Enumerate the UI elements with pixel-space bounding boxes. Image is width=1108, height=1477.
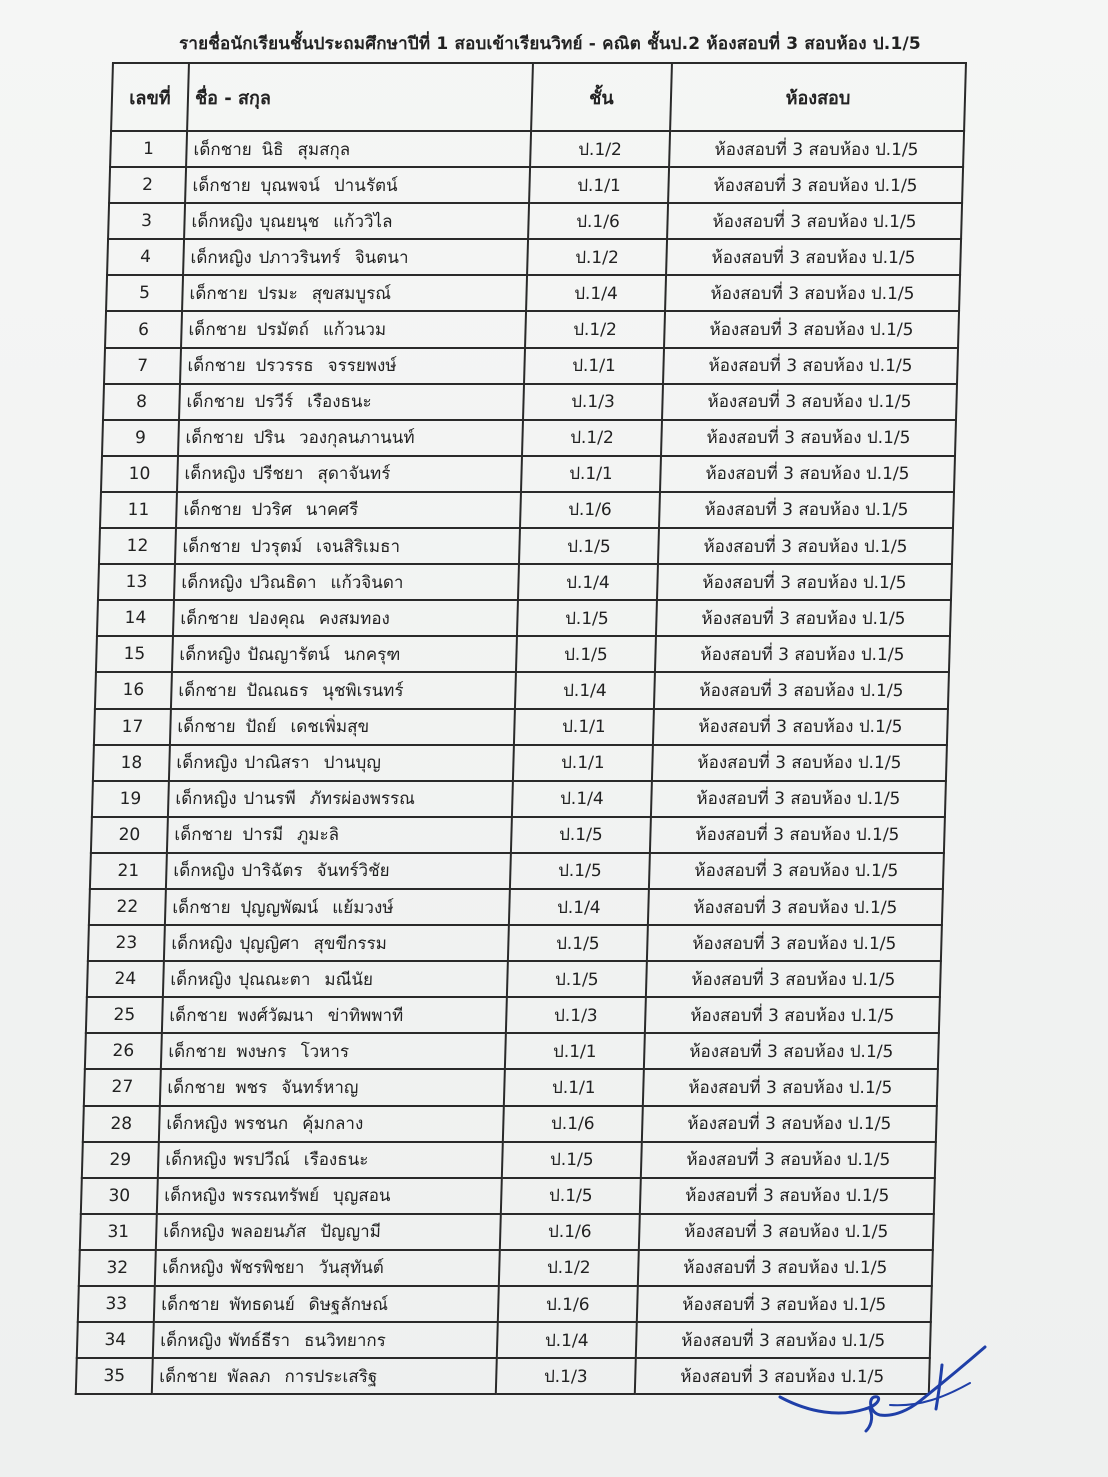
name-prefix: เด็กชาย <box>188 320 247 341</box>
first-name: ปัณญารัตน์ <box>247 644 331 665</box>
exam-room: ห้องสอบที่ 3 สอบห้อง ป.1/5 <box>639 1214 934 1250</box>
exam-room: ห้องสอบที่ 3 สอบห้อง ป.1/5 <box>660 456 955 492</box>
name-prefix: เด็กชาย <box>192 175 252 196</box>
table-row <box>110 131 964 167</box>
row-number: 29 <box>82 1142 159 1178</box>
student-name <box>154 1286 499 1322</box>
exam-room: ห้องสอบที่ 3 สอบห้อง ป.1/5 <box>645 997 940 1033</box>
handwritten-signature <box>770 1335 1000 1445</box>
last-name: สุขสมบูรณ์ <box>311 283 392 304</box>
student-name <box>174 564 519 600</box>
student-class: ป.1/6 <box>500 1214 640 1250</box>
student-class: ป.1/5 <box>511 817 651 853</box>
last-name: เรืองธนะ <box>303 1150 369 1171</box>
exam-room: ห้องสอบที่ 3 สอบห้อง ป.1/5 <box>646 961 941 997</box>
row-number: 28 <box>83 1106 160 1142</box>
table-row <box>103 384 957 420</box>
first-name: พลอยนภัส <box>231 1222 307 1243</box>
last-name: แก้วจินดา <box>330 572 404 593</box>
page-title: รายชื่อนักเรียนชั้นประถมศึกษาปีที่ 1 สอบเข้าเรียนวิทย์ - คณิต ชั้นป.2 ห้องสอบที่ 3 สอบห้อง ป.1/5 <box>179 34 921 54</box>
student-name <box>156 1214 501 1250</box>
row-number: 20 <box>91 817 168 853</box>
header-name: ชื่อ - สกุล <box>187 63 533 131</box>
name-prefix: เด็กหญิง <box>190 247 252 268</box>
student-class: ป.1/3 <box>506 997 646 1033</box>
row-number: 10 <box>101 456 178 492</box>
student-class: ป.1/1 <box>513 745 653 781</box>
name-prefix: เด็กชาย <box>193 139 253 160</box>
name-prefix: เด็กชาย <box>187 356 246 377</box>
last-name: ภูมะลิ <box>296 825 340 846</box>
row-number: 6 <box>105 311 182 347</box>
student-class: ป.1/6 <box>503 1106 643 1142</box>
name-prefix: เด็กหญิง <box>166 1114 228 1135</box>
last-name: ข่าทิพพาที <box>327 1005 404 1026</box>
last-name: ปานรัตน์ <box>333 175 398 196</box>
first-name: พชร <box>235 1077 268 1098</box>
first-name: ปรวรรธ <box>255 356 314 377</box>
name-prefix: เด็กชาย <box>174 825 233 846</box>
first-name: ปองคุณ <box>248 608 306 629</box>
table-row <box>83 1106 937 1142</box>
first-name: บุณพจน์ <box>260 175 321 196</box>
student-class: ป.1/2 <box>525 311 665 347</box>
student-name <box>186 131 531 167</box>
row-number: 31 <box>80 1214 157 1250</box>
student-class: ป.1/2 <box>522 420 662 456</box>
student-name <box>161 1033 506 1069</box>
name-prefix: เด็กชาย <box>169 1005 228 1026</box>
table-row <box>89 889 943 925</box>
student-class: ป.1/5 <box>507 961 647 997</box>
name-prefix: เด็กชาย <box>186 392 245 413</box>
student-class: ป.1/1 <box>529 167 669 203</box>
name-prefix: เด็กหญิง <box>165 1150 227 1171</box>
row-number: 25 <box>86 997 163 1033</box>
name-prefix: เด็กหญิง <box>181 572 243 593</box>
exam-room: ห้องสอบที่ 3 สอบห้อง ป.1/5 <box>661 420 956 456</box>
last-name: นาคศรี <box>305 500 359 521</box>
first-name: พัทธดนย์ <box>229 1294 295 1315</box>
row-number: 30 <box>81 1178 158 1214</box>
first-name: ปริน <box>253 428 286 449</box>
student-name <box>185 167 530 203</box>
exam-room: ห้องสอบที่ 3 สอบห้อง ป.1/5 <box>644 1033 939 1069</box>
row-number: 4 <box>107 239 184 275</box>
first-name: ปุญญิศา <box>239 933 300 954</box>
last-name: สุมสกุล <box>297 139 351 160</box>
table-row <box>98 564 952 600</box>
exam-room: ห้องสอบที่ 3 สอบห้อง ป.1/5 <box>638 1250 933 1286</box>
student-class: ป.1/4 <box>515 672 655 708</box>
student-class: ป.1/5 <box>516 636 656 672</box>
student-name <box>162 997 507 1033</box>
student-name <box>166 853 511 889</box>
first-name: พัทธ์ธีรา <box>228 1330 291 1351</box>
exam-room: ห้องสอบที่ 3 สอบห้อง ป.1/5 <box>647 925 942 961</box>
table-row <box>102 420 956 456</box>
student-name <box>169 745 514 781</box>
first-name: บุณยนุช <box>259 211 320 232</box>
last-name: แก้วนวม <box>322 320 387 341</box>
name-prefix: เด็กหญิง <box>160 1330 222 1351</box>
first-name: ปุญญพัฒน์ <box>240 897 319 918</box>
table-row <box>105 311 959 347</box>
last-name: แก้ววิไล <box>332 211 393 232</box>
last-name: คุ้มกลาง <box>301 1114 364 1135</box>
row-number: 35 <box>76 1358 153 1394</box>
exam-room: ห้องสอบที่ 3 สอบห้อง ป.1/5 <box>652 745 947 781</box>
last-name: สุขขีกรรม <box>313 933 388 954</box>
student-class: ป.1/4 <box>526 275 666 311</box>
student-name <box>178 420 523 456</box>
name-prefix: เด็กหญิง <box>184 464 246 485</box>
first-name: พัลลภ <box>226 1366 271 1387</box>
table-row <box>85 1033 939 1069</box>
last-name: การประเสริฐ <box>284 1366 378 1387</box>
student-name <box>184 203 529 239</box>
table-row <box>91 817 945 853</box>
student-name <box>165 889 510 925</box>
first-name: นิธิ <box>261 139 284 160</box>
name-prefix: เด็กหญิง <box>162 1258 224 1279</box>
first-name: ปุณณะตา <box>238 969 311 990</box>
last-name: ภัทรผ่องพรรณ <box>309 789 416 810</box>
student-name <box>158 1142 503 1178</box>
name-prefix: เด็กชาย <box>168 1041 227 1062</box>
table-row <box>108 203 962 239</box>
last-name: เจนสิริเมธา <box>315 536 401 557</box>
first-name: ปรวีร์ <box>254 392 294 413</box>
row-number: 21 <box>90 853 167 889</box>
table-row <box>99 528 953 564</box>
student-class: ป.1/2 <box>527 239 667 275</box>
row-number: 2 <box>109 167 186 203</box>
exam-room: ห้องสอบที่ 3 สอบห้อง ป.1/5 <box>658 528 953 564</box>
header-room: ห้องสอบ <box>670 63 966 131</box>
student-class: ป.1/6 <box>498 1286 638 1322</box>
table-row <box>87 961 941 997</box>
name-prefix: เด็กชาย <box>182 536 241 557</box>
last-name: นุชพิเรนทร์ <box>321 680 404 701</box>
name-prefix: เด็กหญิง <box>173 861 235 882</box>
student-name <box>157 1178 502 1214</box>
last-name: ธนวิทยากร <box>303 1330 387 1351</box>
exam-room: ห้องสอบที่ 3 สอบห้อง ป.1/5 <box>640 1178 935 1214</box>
row-number: 22 <box>89 889 166 925</box>
roster-body <box>76 131 964 1394</box>
name-prefix: เด็กชาย <box>177 717 236 738</box>
exam-room: ห้องสอบที่ 3 สอบห้อง ป.1/5 <box>666 239 961 275</box>
exam-room: ห้องสอบที่ 3 สอบห้อง ป.1/5 <box>667 203 962 239</box>
student-name <box>167 817 512 853</box>
first-name: พรชนก <box>234 1114 289 1135</box>
first-name: ปานรพี <box>243 789 296 810</box>
student-class: ป.1/5 <box>510 853 650 889</box>
student-class: ป.1/4 <box>497 1322 637 1358</box>
student-name <box>175 528 520 564</box>
first-name: ปภาวรินทร์ <box>258 247 341 268</box>
name-prefix: เด็กชาย <box>189 283 249 304</box>
last-name: จันทร์วิชัย <box>316 861 390 882</box>
name-prefix: เด็กหญิง <box>163 1222 225 1243</box>
first-name: ปรีชยา <box>252 464 304 485</box>
student-name <box>180 348 525 384</box>
row-number: 12 <box>99 528 176 564</box>
student-class: ป.1/1 <box>524 348 664 384</box>
exam-room: ห้องสอบที่ 3 สอบห้อง ป.1/5 <box>655 636 950 672</box>
row-number: 1 <box>110 131 187 167</box>
exam-room: ห้องสอบที่ 3 สอบห้อง ป.1/5 <box>656 600 951 636</box>
first-name: ปาริฉัตร <box>241 861 303 882</box>
exam-room: ห้องสอบที่ 3 สอบห้อง ป.1/5 <box>649 853 944 889</box>
student-class: ป.1/1 <box>504 1069 644 1105</box>
table-row <box>109 167 963 203</box>
student-name <box>182 275 527 311</box>
table-row <box>84 1069 938 1105</box>
exam-room: ห้องสอบที่ 3 สอบห้อง ป.1/5 <box>663 348 958 384</box>
table-row <box>93 745 947 781</box>
row-number: 7 <box>104 348 181 384</box>
name-prefix: เด็กหญิง <box>171 933 233 954</box>
student-name <box>171 672 516 708</box>
table-row <box>95 672 949 708</box>
name-prefix: เด็กหญิง <box>176 753 238 774</box>
last-name: จันทร์หาญ <box>280 1077 359 1098</box>
student-name <box>153 1322 498 1358</box>
name-prefix: เด็กชาย <box>158 1366 218 1387</box>
first-name: พงษกร <box>236 1041 287 1062</box>
student-class: ป.1/5 <box>502 1142 642 1178</box>
table-row <box>78 1286 932 1322</box>
last-name: เดชเพิ่มสุข <box>290 717 370 738</box>
name-prefix: เด็กชาย <box>185 428 244 449</box>
last-name: วันสุทันต์ <box>318 1258 385 1279</box>
student-name <box>155 1250 500 1286</box>
table-row <box>92 781 946 817</box>
student-name <box>181 311 526 347</box>
name-prefix: เด็กหญิง <box>164 1186 226 1207</box>
name-prefix: เด็กหญิง <box>175 789 237 810</box>
last-name: จรรยพงษ์ <box>327 356 397 377</box>
name-prefix: เด็กหญิง <box>179 644 241 665</box>
name-prefix: เด็กชาย <box>167 1077 226 1098</box>
table-row <box>104 348 958 384</box>
last-name: นกครุฑ <box>343 644 401 665</box>
exam-room: ห้องสอบที่ 3 สอบห้อง ป.1/5 <box>642 1106 937 1142</box>
last-name: ดิษฐลักษณ์ <box>308 1294 389 1315</box>
name-prefix: เด็กชาย <box>178 680 237 701</box>
student-class: ป.1/5 <box>501 1178 641 1214</box>
row-number: 9 <box>102 420 179 456</box>
first-name: ปวรุตม์ <box>250 536 303 557</box>
exam-room: ห้องสอบที่ 3 สอบห้อง ป.1/5 <box>659 492 954 528</box>
table-row <box>100 492 954 528</box>
student-name <box>172 636 517 672</box>
student-name <box>173 600 518 636</box>
row-number: 5 <box>106 275 183 311</box>
name-prefix: เด็กหญิง <box>191 211 253 232</box>
student-class: ป.1/4 <box>512 781 652 817</box>
table-row <box>82 1142 936 1178</box>
student-name <box>177 456 522 492</box>
exam-room: ห้องสอบที่ 3 สอบห้อง ป.1/5 <box>654 672 949 708</box>
header-no: เลขที่ <box>111 63 189 131</box>
row-number: 23 <box>88 925 165 961</box>
exam-room: ห้องสอบที่ 3 สอบห้อง ป.1/5 <box>664 311 959 347</box>
row-number: 18 <box>93 745 170 781</box>
student-name <box>179 384 524 420</box>
last-name: โวหาร <box>300 1041 350 1062</box>
table-row <box>80 1214 934 1250</box>
exam-room: ห้องสอบที่ 3 สอบห้อง ป.1/5 <box>636 1322 931 1358</box>
student-class: ป.1/4 <box>509 889 649 925</box>
name-prefix: เด็กชาย <box>161 1294 220 1315</box>
last-name: บุญสอน <box>332 1186 391 1207</box>
exam-room: ห้องสอบที่ 3 สอบห้อง ป.1/5 <box>648 889 943 925</box>
last-name: จินตนา <box>354 247 409 268</box>
row-number: 19 <box>92 781 169 817</box>
row-number: 26 <box>85 1033 162 1069</box>
row-number: 15 <box>96 636 173 672</box>
row-number: 13 <box>98 564 175 600</box>
student-name <box>159 1106 504 1142</box>
student-class: ป.1/3 <box>496 1358 636 1394</box>
first-name: พัชรพิชยา <box>230 1258 305 1279</box>
first-name: ปวริศ <box>251 500 293 521</box>
student-name <box>160 1069 505 1105</box>
table-row <box>86 997 940 1033</box>
row-number: 27 <box>84 1069 161 1105</box>
name-prefix: เด็กชาย <box>180 608 239 629</box>
student-name <box>164 925 509 961</box>
table-row <box>107 239 961 275</box>
exam-room: ห้องสอบที่ 3 สอบห้อง ป.1/5 <box>641 1142 936 1178</box>
first-name: พรปวีณ์ <box>233 1150 291 1171</box>
student-class: ป.1/6 <box>528 203 668 239</box>
table-row <box>88 925 942 961</box>
row-number: 24 <box>87 961 164 997</box>
exam-room: ห้องสอบที่ 3 สอบห้อง ป.1/5 <box>669 131 964 167</box>
student-class: ป.1/5 <box>519 528 659 564</box>
student-class: ป.1/5 <box>508 925 648 961</box>
student-class: ป.1/3 <box>523 384 663 420</box>
student-class: ป.1/1 <box>505 1033 645 1069</box>
last-name: วองกุลนภานนท์ <box>298 428 415 449</box>
first-name: พรรณทรัพย์ <box>232 1186 320 1207</box>
exam-room: ห้องสอบที่ 3 สอบห้อง ป.1/5 <box>650 817 945 853</box>
row-number: 3 <box>108 203 185 239</box>
exam-room: ห้องสอบที่ 3 สอบห้อง ป.1/5 <box>657 564 952 600</box>
row-number: 34 <box>77 1322 154 1358</box>
first-name: ปวิณธิดา <box>249 572 317 593</box>
table-row <box>90 853 944 889</box>
row-number: 8 <box>103 384 180 420</box>
student-name <box>163 961 508 997</box>
student-class: ป.1/1 <box>514 709 654 745</box>
last-name: คงสมทอง <box>318 608 391 629</box>
student-class: ป.1/1 <box>521 456 661 492</box>
row-number: 32 <box>79 1250 156 1286</box>
last-name: มณีนัย <box>324 969 374 990</box>
exam-room: ห้องสอบที่ 3 สอบห้อง ป.1/5 <box>665 275 960 311</box>
name-prefix: เด็กชาย <box>172 897 231 918</box>
last-name: ปานบุญ <box>323 753 382 774</box>
student-class: ป.1/2 <box>530 131 670 167</box>
row-number: 11 <box>100 492 177 528</box>
student-name <box>170 709 515 745</box>
first-name: ปัณณธร <box>246 680 309 701</box>
table-row <box>101 456 955 492</box>
exam-room: ห้องสอบที่ 3 สอบห้อง ป.1/5 <box>653 709 948 745</box>
row-number: 14 <box>97 600 174 636</box>
exam-room: ห้องสอบที่ 3 สอบห้อง ป.1/5 <box>651 781 946 817</box>
table-row <box>79 1250 933 1286</box>
table-header-row <box>111 63 966 131</box>
last-name: เรืองธนะ <box>306 392 372 413</box>
first-name: พงศ์วัฒนา <box>237 1005 315 1026</box>
name-prefix: เด็กหญิง <box>170 969 232 990</box>
student-name <box>176 492 521 528</box>
student-name <box>152 1358 497 1394</box>
table-row <box>106 275 960 311</box>
first-name: ปารมี <box>242 825 284 846</box>
first-name: ปาณิสรา <box>244 753 310 774</box>
exam-room: ห้องสอบที่ 3 สอบห้อง ป.1/5 <box>643 1069 938 1105</box>
table-row <box>81 1178 935 1214</box>
student-class: ป.1/6 <box>520 492 660 528</box>
exam-room: ห้องสอบที่ 3 สอบห้อง ป.1/5 <box>668 167 963 203</box>
first-name: ปรมัตถ์ <box>256 320 310 341</box>
header-class: ชั้น <box>531 63 672 131</box>
last-name: สุดาจันทร์ <box>317 464 391 485</box>
last-name: ปัญญามี <box>320 1222 382 1243</box>
student-class: ป.1/4 <box>518 564 658 600</box>
row-number: 33 <box>78 1286 155 1322</box>
last-name: แย้มวงษ์ <box>332 897 394 918</box>
first-name: ปัถย์ <box>245 717 277 738</box>
table-row <box>94 709 948 745</box>
student-class: ป.1/2 <box>499 1250 639 1286</box>
first-name: ปรมะ <box>257 283 299 304</box>
exam-room: ห้องสอบที่ 3 สอบห้อง ป.1/5 <box>637 1286 932 1322</box>
row-number: 16 <box>95 672 172 708</box>
row-number: 17 <box>94 709 171 745</box>
student-name <box>183 239 528 275</box>
student-roster-table <box>75 62 967 1395</box>
student-class: ป.1/5 <box>517 600 657 636</box>
exam-room: ห้องสอบที่ 3 สอบห้อง ป.1/5 <box>662 384 957 420</box>
table-row <box>97 600 951 636</box>
name-prefix: เด็กชาย <box>183 500 242 521</box>
table-row <box>96 636 950 672</box>
student-name <box>168 781 513 817</box>
exam-room: ห้องสอบที่ 3 สอบห้อง ป.1/5 <box>635 1358 930 1394</box>
